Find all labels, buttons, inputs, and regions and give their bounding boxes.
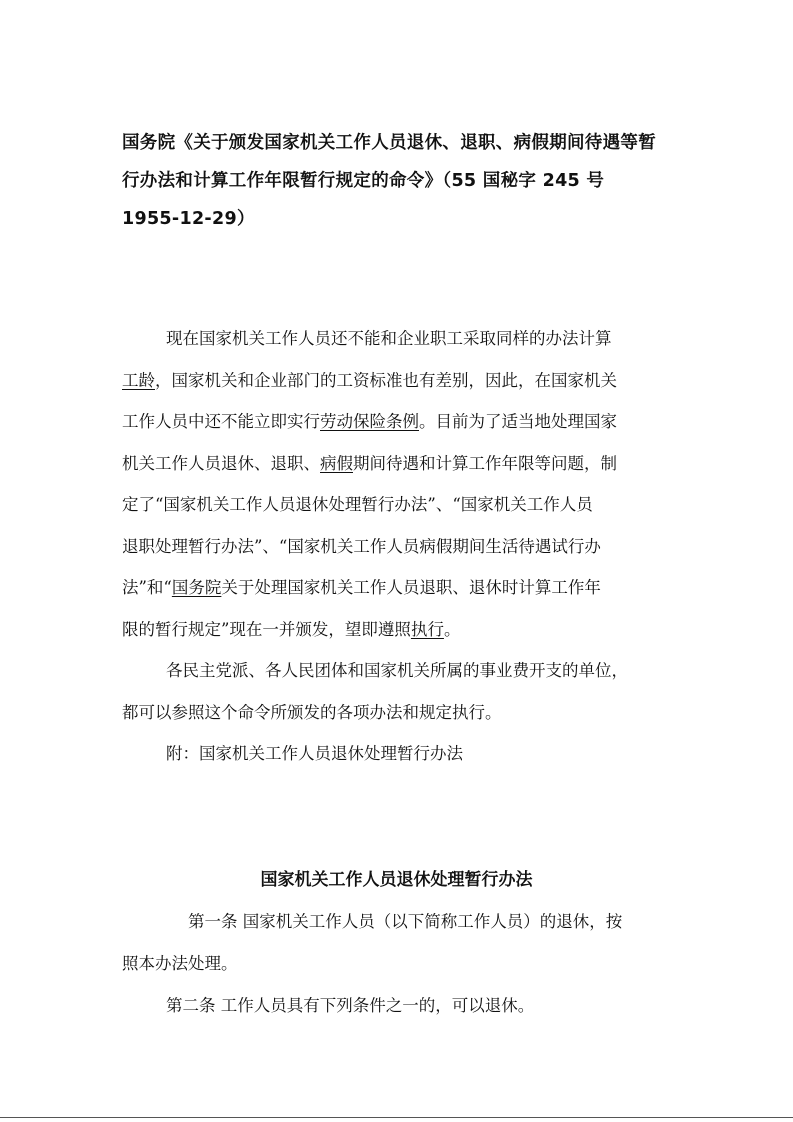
text-run: ，国家机关和企业部门的工资标准也有差别，因此，在国家机关: [155, 370, 617, 390]
title-line: 国务院《关于颁发国家机关工作人员退休、退职、病假期间待遇等暂: [122, 133, 656, 153]
intro-paragraph-1: [122, 318, 678, 650]
paragraph-line: [122, 360, 678, 402]
text-run: 。目前为了适当地处理国家: [419, 412, 617, 431]
page-bottom-rule: [0, 1117, 793, 1118]
paragraph-line: [122, 567, 678, 609]
attachment-note: [122, 733, 678, 775]
text-run: 。: [443, 619, 461, 639]
text-run: 工作人员中还不能立即实行: [122, 412, 320, 431]
text-run: 机关工作人员退休、退职、: [122, 453, 320, 473]
paragraph-line: 定了“国家机关工作人员退休处理暂行办法”、“国家机关工作人员: [122, 495, 593, 514]
paragraph-line: 退职处理暂行办法”、“国家机关工作人员病假期间生活待遇试行办: [122, 536, 601, 556]
paragraph-line: 都可以参照这个命令所颁发的各项办法和规定执行。: [122, 702, 502, 722]
paragraph-line: [122, 609, 678, 651]
paragraph-line: 现在国家机关工作人员还不能和企业职工采取同样的办法计算: [166, 329, 612, 348]
link-execute[interactable]: 执行: [410, 619, 444, 639]
link-state-council[interactable]: 国务院: [171, 578, 222, 597]
paragraph-line: [122, 443, 678, 485]
text-run: 期间待遇和计算工作年限等问题，制: [353, 453, 617, 473]
text-run: 法”和“: [122, 578, 172, 597]
text-run: 限的暂行规定”现在一并颁发，望即遵照: [122, 619, 411, 639]
document-title: [122, 124, 678, 238]
intro-paragraph-2: [122, 650, 678, 733]
title-line: 1955-12-29）: [122, 209, 255, 229]
paragraph-line: 照本办法处理。: [122, 953, 238, 973]
paragraph-line: 各民主党派、各人民团体和国家机关所属的事业费开支的单位，: [166, 661, 628, 680]
title-line: 行办法和计算工作年限暂行规定的命令》（55 国秘字 245 号: [122, 171, 605, 191]
section-heading: 国家机关工作人员退休处理暂行办法: [260, 870, 533, 890]
paragraph-line: [122, 401, 678, 443]
text-run: 关于处理国家机关工作人员退职、退休时计算工作年: [221, 578, 601, 597]
link-gongling[interactable]: 工龄: [122, 370, 155, 390]
link-labor-insurance-regulations[interactable]: 劳动保险条例: [320, 412, 419, 431]
paragraph-line: 第二条 工作人员具有下列条件之一的，可以退休。: [166, 996, 535, 1015]
paragraph-line: 附：国家机关工作人员退休处理暂行办法: [166, 744, 463, 763]
link-sick-leave[interactable]: 病假: [320, 453, 353, 473]
article-1: [122, 901, 678, 984]
article-2: [122, 985, 678, 1027]
paragraph-line: 第一条 国家机关工作人员（以下简称工作人员）的退休，按: [188, 912, 623, 931]
